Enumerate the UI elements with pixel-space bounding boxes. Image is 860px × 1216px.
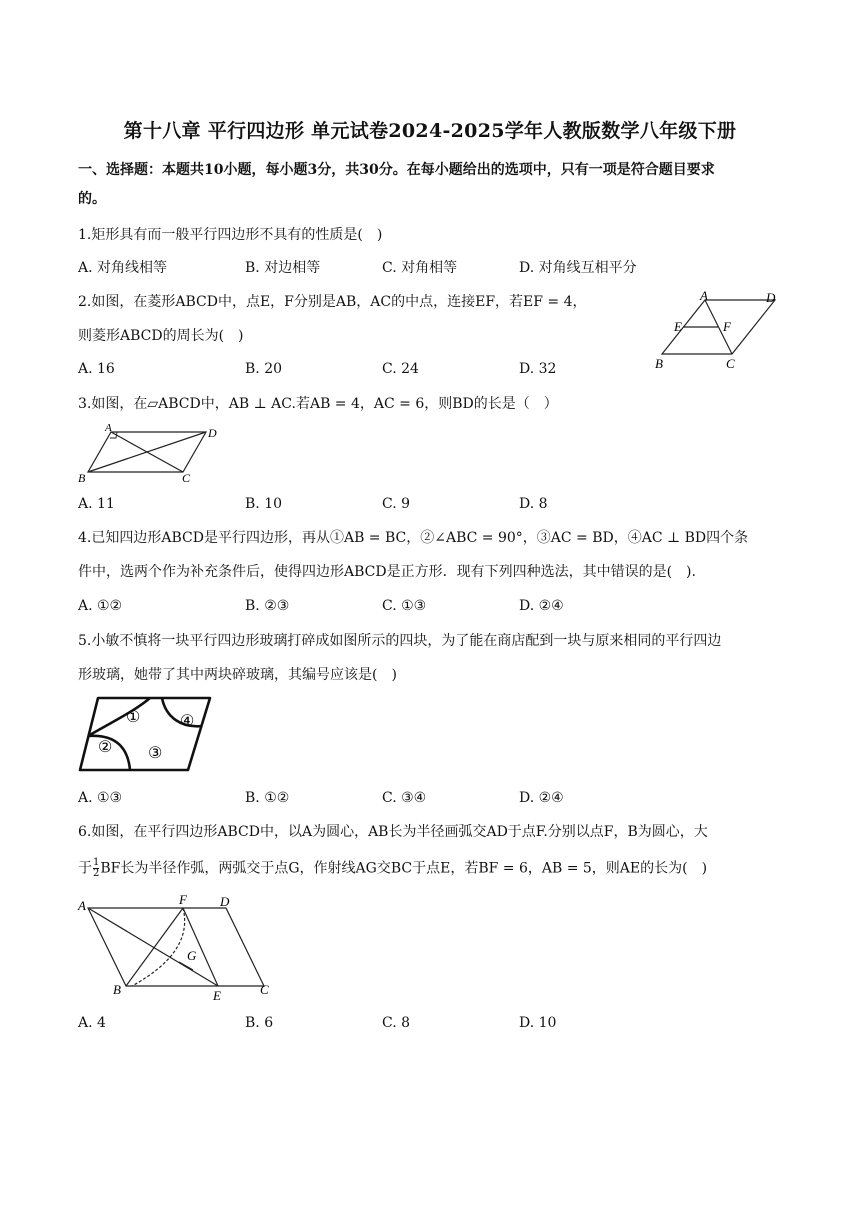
question-text: 如图，在▱ABCD中，AB ⊥ AC.若AB = 4，AC = 6，则BD的长是（ ） xyxy=(91,396,558,412)
question-1 xyxy=(78,225,382,245)
label-d: D xyxy=(220,894,230,909)
arc-mark-g xyxy=(179,962,193,970)
label-e: E xyxy=(674,319,682,334)
question-4-cont: 件中，选两个作为补充条件后，使得四边形ABCD是正方形．现有下列四种选法，其中错误的是( ). xyxy=(78,564,696,580)
question-5-cont: 形玻璃，她带了其中两块碎玻璃，其编号应该是( ) xyxy=(78,667,397,683)
question-number: 5. xyxy=(78,633,92,649)
diagonal-bd xyxy=(88,432,206,472)
q5-option-a: A. ①③ xyxy=(78,790,123,806)
q2-option-a: A. 16 xyxy=(78,361,115,377)
parallelogram-figure xyxy=(76,420,226,486)
piece-4-label: ④ xyxy=(180,713,195,730)
q1-option-a: A. 对角线相等 xyxy=(78,260,168,276)
label-f: F xyxy=(723,319,731,334)
fraction-numerator: 1 xyxy=(93,857,100,868)
label-d: D xyxy=(208,426,217,440)
question-5 xyxy=(78,631,721,651)
q3-option-b: B. 10 xyxy=(245,496,283,512)
label-a: A xyxy=(105,422,112,434)
question-6-cont xyxy=(78,858,707,879)
q1-option-c: C. 对角相等 xyxy=(382,260,458,276)
label-d: D xyxy=(766,290,776,305)
construction-figure xyxy=(76,890,276,1002)
question-text: 矩形具有而一般平行四边形不具有的性质是( ) xyxy=(91,227,383,243)
question-6 xyxy=(78,822,708,842)
question-2-cont: 则菱形ABCD的周长为( ) xyxy=(78,328,244,344)
label-f: F xyxy=(179,892,187,907)
label-g: G xyxy=(187,948,197,963)
question-3 xyxy=(78,394,558,414)
label-b: B xyxy=(113,982,121,997)
question-number: 4. xyxy=(78,530,92,546)
q6-option-c: C. 8 xyxy=(382,1015,411,1031)
question-number: 6. xyxy=(78,824,92,840)
q6-option-a: A. 4 xyxy=(78,1015,106,1031)
label-e: E xyxy=(213,988,221,1002)
label-b: B xyxy=(655,356,663,371)
q5-option-b: B. ①② xyxy=(245,790,290,806)
question-text: 已知四边形ABCD是平行四边形，再从①AB = BC，②∠ABC = 90°，③AC = BD，④AC ⊥ BD四个条 xyxy=(91,530,749,546)
section-heading: 一、选择题：本题共10小题，每小题3分，共30分。在每小题给出的选项中，只有一项是符合题目要求 xyxy=(78,162,715,178)
segment-bf xyxy=(126,908,183,986)
q5-option-c: C. ③④ xyxy=(382,790,427,806)
q1-option-b: B. 对边相等 xyxy=(245,260,321,276)
glass-outline xyxy=(80,698,210,770)
q3-option-d: D. 8 xyxy=(519,496,548,512)
question-number: 2. xyxy=(78,294,92,310)
q6-option-b: B. 6 xyxy=(245,1015,274,1031)
question-number: 1. xyxy=(78,227,92,243)
q4-option-c: C. ①③ xyxy=(382,598,427,614)
q2-option-b: B. 20 xyxy=(245,361,283,377)
rhombus-figure xyxy=(650,288,785,372)
fraction-half xyxy=(93,858,99,879)
question-2 xyxy=(78,292,587,312)
label-a: A xyxy=(78,898,86,913)
question-text: 如图，在平行四边形ABCD中，以A为圆心，AB长为半径画弧交AD于点F.分别以点F，B为圆心，大 xyxy=(91,824,708,840)
label-c: C xyxy=(182,471,191,485)
q6-option-d: D. 10 xyxy=(519,1015,557,1031)
label-b: B xyxy=(78,471,86,485)
q2-option-c: C. 24 xyxy=(382,361,419,377)
q3-option-c: C. 9 xyxy=(382,496,411,512)
fraction-denominator: 2 xyxy=(93,868,100,879)
segment-fe xyxy=(183,908,218,986)
q4-option-d: D. ②④ xyxy=(519,598,564,614)
q4-option-a: A. ①② xyxy=(78,598,123,614)
text-fragment: BF长为半径作弧，两弧交于点G，作射线AG交BC于点E，若BF = 6，AB = 5，则AE的长为( ) xyxy=(100,860,708,877)
text-fragment: 于 xyxy=(78,860,92,877)
piece-2-label: ② xyxy=(98,739,113,756)
q4-option-b: B. ②③ xyxy=(245,598,290,614)
parallelogram-outline xyxy=(88,908,264,986)
label-a: A xyxy=(700,288,708,303)
question-number: 3. xyxy=(78,396,92,412)
q1-option-d: D. 对角线互相平分 xyxy=(519,260,637,276)
q5-option-d: D. ②④ xyxy=(519,790,564,806)
page-title: 第十八章 平行四边形 单元试卷2024-2025学年人教版数学八年级下册 xyxy=(123,120,737,142)
broken-glass-figure xyxy=(76,692,216,776)
label-c: C xyxy=(260,982,269,997)
question-text: 小敏不慎将一块平行四边形玻璃打碎成如图所示的四块，为了能在商店配到一块与原来相同的平行四边 xyxy=(91,633,722,649)
q2-option-d: D. 32 xyxy=(519,361,557,377)
question-text: 如图，在菱形ABCD中，点E，F分别是AB，AC的中点，连接EF，若EF = 4， xyxy=(91,294,587,310)
label-c: C xyxy=(726,356,735,371)
piece-3-label: ③ xyxy=(148,745,163,762)
q3-option-a: A. 11 xyxy=(78,496,115,512)
question-4 xyxy=(78,528,748,548)
section-heading-cont: 的。 xyxy=(78,191,106,207)
piece-1-label: ① xyxy=(126,709,141,726)
arc-bf xyxy=(132,908,185,986)
